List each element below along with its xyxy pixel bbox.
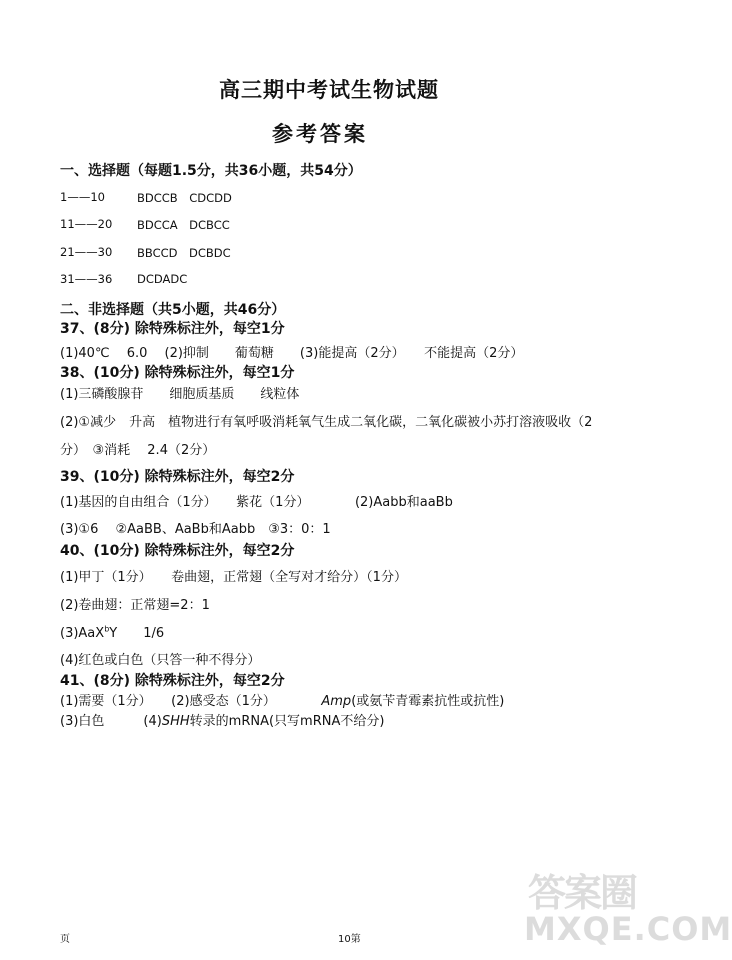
q41-part-c: 转录的mRNA(只写mRNA不给分) <box>189 714 385 729</box>
q39-heading: 39、(10分) 除特殊标注外，每空2分 <box>60 469 295 485</box>
q41-answer-line <box>60 710 384 729</box>
answer-key: BDCCA DCBCC <box>137 218 230 232</box>
answer-key: DCDADC <box>137 272 188 286</box>
q38-answer-line: 分） ③消耗 2.4（2分） <box>60 443 216 458</box>
answer-range: 21——30 <box>60 245 113 259</box>
footer-left: 页 <box>60 934 70 945</box>
page-subtitle: 参考答案 <box>272 121 368 146</box>
q41-part-c: (或氨苄青霉素抗性或抗性) <box>351 694 505 709</box>
q39-answer-line: (1)基因的自由组合（1分） 紫花（1分） (2)Aabb和aaBb <box>60 495 453 510</box>
genotype-superscript: b <box>104 624 110 634</box>
q40-answer-line: (1)甲丁（1分） 卷曲翅，正常翅（全写对才给分）（1分） <box>60 570 407 585</box>
section1-heading: 一、选择题（每题1.5分，共36小题，共54分） <box>60 163 362 179</box>
genotype-text: (3)AaX <box>60 626 105 641</box>
q41-part-a: (1)需要（1分） (2)感受态（1分） <box>60 694 322 709</box>
amp-gene: Amp <box>321 694 352 709</box>
answer-range: 31——36 <box>60 272 113 286</box>
q41-answer-line <box>60 690 504 709</box>
q41-heading: 41、(8分) 除特殊标注外，每空2分 <box>60 673 285 689</box>
answer-range: 1——10 <box>60 190 105 204</box>
q40-answer-line: (2)卷曲翅：正常翅=2：1 <box>60 598 210 613</box>
section2-heading: 二、非选择题（共5小题，共46分） <box>60 302 286 318</box>
answer-range: 11——20 <box>60 217 113 231</box>
genotype-rest: Y 1/6 <box>109 626 165 641</box>
q37-heading: 37、(8分) 除特殊标注外，每空1分 <box>60 321 285 337</box>
q40-answer-line: (4)红色或白色（只答一种不得分） <box>60 653 261 668</box>
q39-answer-line: (3)①6 ②AaBB、AaBb和Aabb ③3：0：1 <box>60 522 331 537</box>
q41-part-a: (3)白色 (4) <box>60 714 162 729</box>
answer-key: BBCCD DCBDC <box>137 246 231 260</box>
q38-heading: 38、(10分) 除特殊标注外，每空1分 <box>60 365 295 381</box>
page-number: 10第 <box>338 934 361 945</box>
q37-answer-line: (1)40℃ 6.0 (2)抑制 葡萄糖 (3)能提高（2分） 不能提高（2分） <box>60 346 524 361</box>
answer-key: BDCCB CDCDD <box>137 191 232 205</box>
q38-answer-line: (2)①减少 升高 植物进行有氧呼吸消耗氧气生成二氧化碳，二氧化碳被小苏打溶液吸收（2 <box>60 415 593 430</box>
shh-gene: SHH <box>161 714 190 729</box>
q40-heading: 40、(10分) 除特殊标注外，每空2分 <box>60 543 295 559</box>
q38-answer-line: (1)三磷酸腺苷 细胞质基质 线粒体 <box>60 387 300 402</box>
q40-answer-line <box>60 622 164 641</box>
watermark-logo: 答案圈 <box>528 871 637 915</box>
page-title: 高三期中考试生物试题 <box>219 77 439 102</box>
watermark-url: MXQE.COM <box>524 910 732 948</box>
